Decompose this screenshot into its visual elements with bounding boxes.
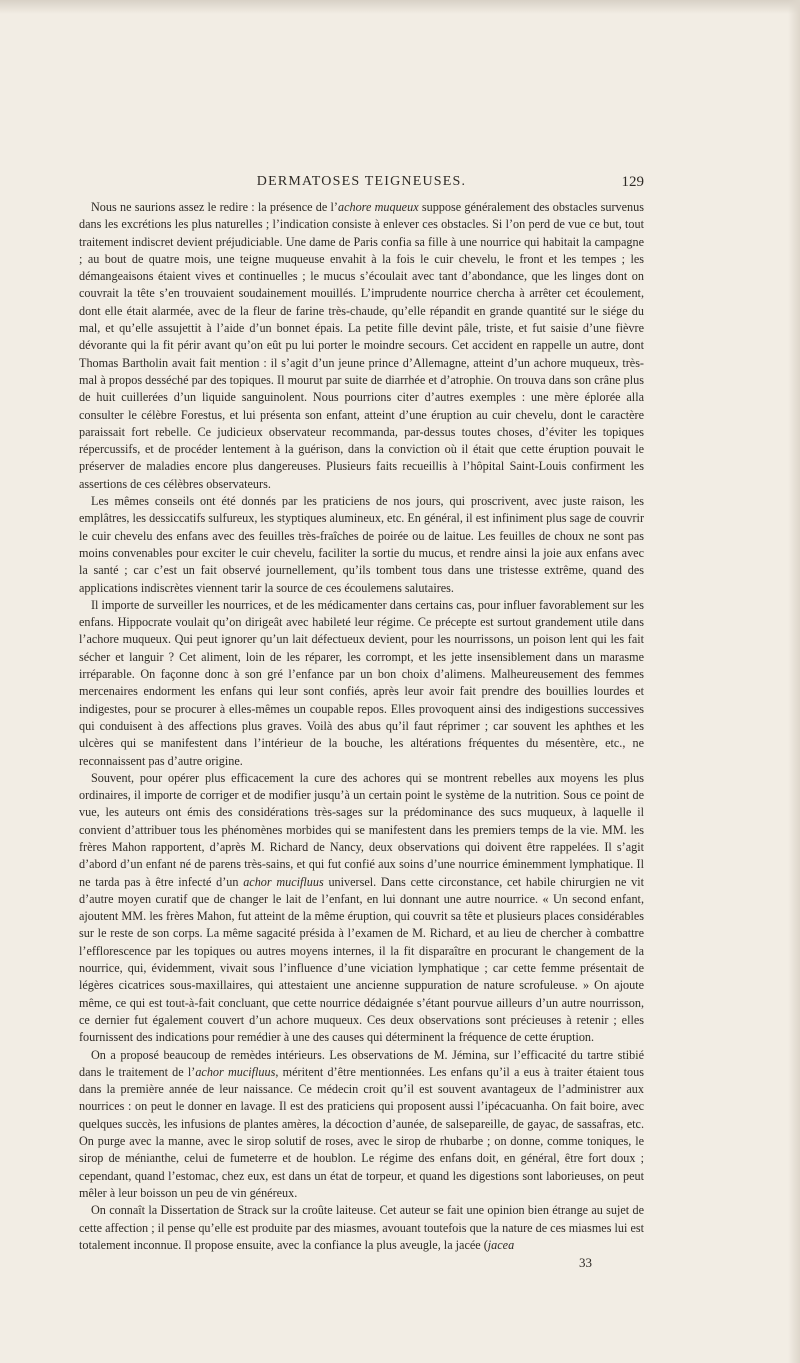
italic-term: achor mucifluus	[195, 1064, 276, 1079]
right-edge-shadow	[788, 0, 800, 1363]
running-head: DERMATOSES TEIGNEUSES.	[256, 174, 467, 189]
paragraph: Les mêmes conseils ont été donnés par les praticiens de nos jours, qui proscrivent, avec juste raison, les emplâtres, les dessiccatifs sulfureux, les styptiques alumineux, etc. En général, il est infiniment plus sage de couvrir le cuir chevelu des enfans avec des feuilles très-fraîches de poirée ou de laitue. Les feuilles de choux ne sont pas moins convenables pour exciter le cuir chevelu, faciliter la sortie du mucus, et rendre ainsi la joie aux enfans avec la santé ; car c’est un fait observé journellement, qu’ils tombent tous dans une tristesse extrême, quand des applications indiscrètes viennent tarir la source de ces écoulemens salutaires.	[79, 494, 644, 595]
paragraph: Nous ne saurions assez le redire : la présence de l’achore muqueux suppose généralement des obstacles survenus dans les excrétions les plus naturelles ; l’indication consiste à enlever ces obstacles. Si l’on perd de vue ce but, tout traitement indiscret devient préjudiciable. Une dame de Paris confia sa fille à une nourrice qui habitait la campagne ; au bout de quatre mois, une teigne muqueuse envahit à la fois le cuir chevelu, le front et les tempes ; les démangeaisons étaient vives et continuelles ; le mucus s’écoulait avec tant d’abondance, que les linges dont on couvrait la tête s’en trouvaient soudainement mouillés. L’imprudente nourrice chercha à arrêter cet écoulement, dont elle était alarmée, avec de la fleur de farine très-chaude, qu’elle répandit en grande quantité sur le siége du mal, et qu’elle assujettit à l’aide d’un bonnet épais. La petite fille devint pâle, triste, et fut saisie d’une fièvre dévorante qui la fit périr avant qu’on eût pu lui porter le moindre secours. Cet accident en rappelle un autre, dont Thomas Bartholin avait fait mention : il s’agit d’un jeune prince d’Allemagne, atteint d’un achore muqueux, très-mal à propos desséché par des topiques. Il mourut par suite de diarrhée et d’atrophie. On trouva dans son crâne plus de huit cuillerées d’un liquide sanguinolent. Nous pourrions citer d’autres exemples : une mère éplorée alla consulter le célèbre Forestus, et lui présenta son enfant, atteint d’une éruption au cuir chevelu, dont le caractère paraissait fort rebelle. Ce judicieux observateur recommanda, par-dessus toutes choses, d’éviter les topiques répercussifs, et de procéder lentement à la guérison, dans la conviction où il était que cette éruption pouvait le préserver de maladies encore plus dangereuses. Plusieurs faits recueillis à l’hôpital Saint-Louis confirment les assertions de ces célèbres observateurs.	[79, 200, 644, 491]
italic-term: achore muqueux	[337, 200, 419, 214]
book-page	[79, 174, 644, 1271]
signature-mark: 33	[579, 1255, 592, 1271]
italic-term: jacea	[487, 1237, 515, 1252]
paragraph: On connaît la Dissertation de Strack sur la croûte laiteuse. Cet auteur se fait une opinion bien étrange au sujet de cette affection ; il pense qu’elle est produite par des miasmes, avouant toutefois que la nature de ces miasmes lui est totalement inconnue. Il propose ensuite, avec la confiance la plus aveugle, la jacée (jacea	[79, 1203, 644, 1252]
italic-term: achor mucifluus	[243, 874, 324, 889]
paragraph: On a proposé beaucoup de remèdes intérieurs. Les observations de M. Jémina, sur l’efficacité du tartre stibié dans le traitement de l’achor mucifluus, méritent d’être mentionnées. Les enfans qu’il a eus à traiter étaient tous dans la première année de leur naissance. Ce médecin croit qu’il est souvent avantageux de l’administrer aux nourrices : on peut le donner en lavage. Il est des praticiens qui proposent aussi l’ipécacuanha. On fait boire, avec quelques succès, les infusions de plantes amères, la décoction d’aunée, de salsepareille, de gayac, de sassafras, etc. On purge avec la manne, avec le sirop solutif de roses, avec le sirop de rhubarbe ; on donne, comme toniques, le sirop de ménianthe, celui de fumeterre et de houblon. Le régime des enfans doit, en général, être fort doux ; cependant, quand l’estomac, chez eux, est dans un état de torpeur, et quand les digestions sont laborieuses, on peut mêler à leur boisson un peu de vin généreux.	[79, 1047, 644, 1200]
body-text	[79, 199, 644, 1254]
top-edge-shadow	[0, 0, 800, 14]
paragraph: Souvent, pour opérer plus efficacement la cure des achores qui se montrent rebelles aux moyens les plus ordinaires, il importe de corriger et de modifier jusqu’à un certain point le système de la nutrition. Sous ce point de vue, les auteurs ont émis des considérations très-sages sur la prédominance des sucs muqueux, à laquelle il convient d’attribuer tous les phénomènes morbides qui se manifestent dans les premiers temps de la vie. MM. les frères Mahon rapportent, d’après M. Richard de Nancy, deux observations qui doivent être rappelées. Il s’agit d’abord d’un enfant né de parens très-sains, et qui fut confié aux soins d’une nourrice éminemment lymphatique. Il ne tarda pas à être infecté d’un achor mucifluus universel. Dans cette circonstance, cet habile chirurgien ne vit d’autre moyen curatif que de changer le lait de l’enfant, en lui donnant une autre nourrice. « Un second enfant, ajoutent MM. les frères Mahon, fut atteint de la même éruption, qui couvrit sa tête et plusieurs places considérables sur le reste de son corps. La même sagacité présida à l’examen de M. Richard, et au lieu de chercher à combattre l’efflorescence par les topiques ou autres moyens internes, il la fit disparaître en procurant le changement de la nourrice, qui, évidemment, vivait sous l’influence d’une viciation lymphatique ; car cette femme présentait de légères cicatrices sous-maxillaires, qui attestaient une ancienne suppuration de nature scrofuleuse. » On ajoute même, ce qui est tout-à-fait concluant, que cette nourrice dédaignée s’étant pourvue ailleurs d’un autre nourrisson, ce dernier fut également couvert d’un achore muqueux. Ces deux observations sont précieuses à retenir ; elles fournissent des indications pour remédier à une des causes qui déterminent la fréquence de cette éruption.	[79, 770, 644, 1045]
page-header	[79, 174, 644, 194]
paragraph: Il importe de surveiller les nourrices, et de les médicamenter dans certains cas, pour influer favorablement sur les enfans. Hippocrate voulait qu’on dirigeât avec habileté leur régime. Ce précepte est surtout grandement utile dans l’achore muqueux. Qui peut ignorer qu’un lait défectueux devient, pour les nourrissons, un poison lent qui les fait sécher et languir ? Cet aliment, loin de les réparer, les corrompt, et les jette insensiblement dans un marasme irréparable. On façonne donc à son gré l’enfance par un bon choix d’alimens. Malheureusement des femmes mercenaires endorment les enfans qui leur sont confiés, après leur avoir fait prendre des bouillies lourdes et indigestes, pour se procurer à elles-mêmes un coupable repos. Elles provoquent ainsi des indigestions successives qui conduisent à des affections plus graves. Voilà des abus qu’il faut réprimer ; car souvent les aphthes et les ulcères qui se manifestent dans l’intérieur de la bouche, les altérations fréquentes du mésentère, etc., ne reconnaissent pas d’autre origine.	[79, 597, 644, 768]
page-number: 129	[621, 174, 644, 190]
